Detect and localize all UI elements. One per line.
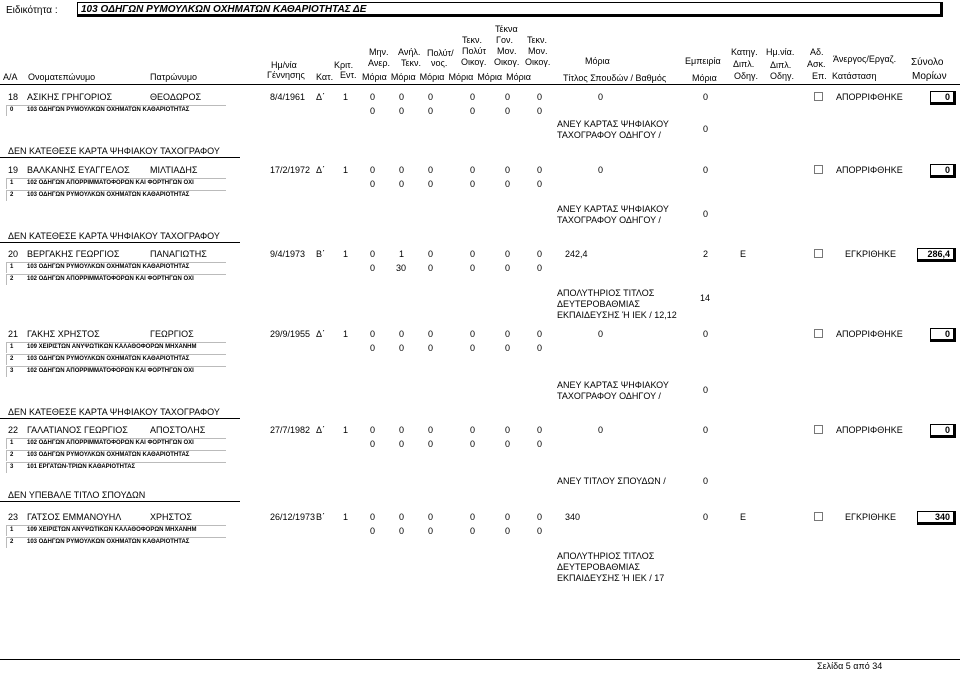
note-line-3: ΕΚΠΑΙΔΕΥΣΗΣ Ή ΙΕΚ / 17 bbox=[557, 573, 665, 583]
record-moria-1: 0 bbox=[370, 92, 376, 102]
note-value: 0 bbox=[703, 209, 709, 219]
record-moria-5: 0 bbox=[505, 165, 511, 175]
specialty-moria-4: 0 bbox=[470, 343, 476, 353]
record-moria-4: 0 bbox=[470, 165, 476, 175]
specialty-moria-3: 0 bbox=[428, 263, 434, 273]
specialty-order: 3 bbox=[10, 368, 14, 374]
record-name: ΓΑΤΣΟΣ ΕΜΜΑΝΟΥΗΛ bbox=[27, 512, 122, 522]
specialty-moria-4: 0 bbox=[470, 439, 476, 449]
specialty-order: 2 bbox=[10, 276, 14, 282]
unemployed-checkbox[interactable] bbox=[814, 512, 823, 521]
specialty-moria-1: 0 bbox=[370, 526, 376, 536]
record-moria-1: 0 bbox=[370, 165, 376, 175]
record-category: Δ΄ bbox=[316, 92, 326, 102]
specialty-moria-3: 0 bbox=[428, 106, 434, 116]
record-moria-3: 0 bbox=[428, 425, 434, 435]
record-moria-5: 0 bbox=[505, 249, 511, 259]
note-line-1: ΑΝΕΥ ΚΑΡΤΑΣ ΨΗΦΙΑΚΟΥ bbox=[557, 204, 669, 214]
record-moria-2: 1 bbox=[399, 249, 405, 259]
record-moria-5: 0 bbox=[505, 512, 511, 522]
moria-5: Μόρια bbox=[477, 72, 503, 82]
reason-underline bbox=[0, 242, 240, 243]
record-moria-3: 0 bbox=[428, 329, 434, 339]
col-emp-moria: Μόρια bbox=[692, 73, 717, 83]
record-dob: 29/9/1955 bbox=[270, 329, 311, 339]
specialty-moria-5: 0 bbox=[505, 526, 511, 536]
specialty-order: 1 bbox=[10, 440, 14, 446]
unemployed-checkbox[interactable] bbox=[814, 165, 823, 174]
col-tekna-1: Τέκνα bbox=[495, 24, 518, 34]
col-ad-3: Επ. bbox=[812, 71, 827, 81]
specialty-moria-6: 0 bbox=[537, 439, 543, 449]
col-hm-2: Διπλ. bbox=[770, 60, 792, 70]
specialty-order: 2 bbox=[10, 356, 14, 362]
record-total: 340 bbox=[917, 511, 956, 525]
record-aa: 21 bbox=[8, 329, 19, 339]
record-dob: 26/12/1973 bbox=[270, 512, 316, 522]
specialty-name: 109 ΧΕΙΡΙΣΤΩΝ ΑΝΥΨΩΤΙΚΩΝ ΚΑΛΑΘΟΦΟΡΩΝ ΜΗΧΑΝΗΜ bbox=[27, 344, 197, 350]
rejection-reason: ΔΕΝ ΚΑΤΕΘΕΣΕ ΚΑΡΤΑ ΨΗΦΙΑΚΟΥ ΤΑΧΟΓΡΑΦΟΥ bbox=[8, 146, 220, 156]
specialty-moria-6: 0 bbox=[537, 263, 543, 273]
record-moria-4: 0 bbox=[470, 249, 476, 259]
specialty-name: 103 ΟΔΗΓΩΝ ΡΥΜΟΥΛΚΩΝ ΟΧΗΜΑΤΩΝ ΚΑΘΑΡΙΟΤΗΤΑΣ bbox=[27, 107, 190, 113]
col-hm-3: Οδηγ. bbox=[770, 71, 795, 81]
moria-6: Μόρια bbox=[506, 72, 531, 82]
specialty-moria-1: 0 bbox=[370, 439, 376, 449]
record-title-score: 0 bbox=[598, 165, 604, 175]
reason-underline bbox=[0, 418, 240, 419]
moria-3: Μόρια bbox=[419, 72, 445, 82]
col-gon-4: Οικογ. bbox=[494, 57, 520, 67]
record-total: 0 bbox=[930, 424, 956, 438]
record-title-score: 0 bbox=[598, 425, 604, 435]
moria-4: Μόρια bbox=[448, 72, 474, 82]
col-gon-3: Μον. bbox=[497, 46, 517, 56]
specialty-label: Ειδικότητα : bbox=[6, 5, 58, 16]
record-father: ΘΕΟΔΩΡΟΣ bbox=[150, 92, 202, 102]
record-experience: 2 bbox=[703, 249, 709, 259]
specialty-order: 2 bbox=[10, 452, 14, 458]
record-moria-6: 0 bbox=[537, 329, 543, 339]
record-total: 0 bbox=[930, 164, 956, 178]
specialty-moria-6: 0 bbox=[537, 106, 543, 116]
record-moria-1: 0 bbox=[370, 425, 376, 435]
record-status: ΑΠΟΡΡΙΦΘΗΚΕ bbox=[836, 329, 903, 339]
col-kat-1: Κατηγ. bbox=[731, 47, 758, 57]
record-father: ΧΡΗΣΤΟΣ bbox=[150, 512, 192, 522]
col-katastasi: Κατάσταση bbox=[832, 71, 877, 81]
record-category: Β΄ bbox=[316, 512, 325, 522]
specialty-name: 103 ΟΔΗΓΩΝ ΡΥΜΟΥΛΚΩΝ ΟΧΗΜΑΤΩΝ ΚΑΘΑΡΙΟΤΗΤΑΣ bbox=[27, 264, 190, 270]
col-ad-1: Αδ. bbox=[810, 47, 824, 57]
record-ent: 1 bbox=[343, 512, 349, 522]
col-tekna-2: Πολύτ bbox=[462, 46, 487, 56]
record-moria-6: 0 bbox=[537, 425, 543, 435]
specialty-order: 1 bbox=[10, 344, 14, 350]
record-status: ΕΓΚΡΙΘΗΚΕ bbox=[845, 512, 896, 522]
moria-2: Μόρια bbox=[390, 72, 416, 82]
specialty-order: 1 bbox=[10, 180, 14, 186]
record-moria-3: 0 bbox=[428, 512, 434, 522]
specialty-order: 1 bbox=[10, 527, 14, 533]
note-line-2: ΔΕΥΤΕΡΟΒΑΘΜΙΑΣ bbox=[557, 562, 640, 572]
record-moria-5: 0 bbox=[505, 92, 511, 102]
reason-underline bbox=[0, 501, 240, 502]
specialty-moria-1: 0 bbox=[370, 106, 376, 116]
record-title-score: 340 bbox=[565, 512, 581, 522]
col-tekna-3: Οικογ. bbox=[461, 57, 487, 67]
col-empeiria: Εμπειρία bbox=[685, 56, 721, 66]
record-ent: 1 bbox=[343, 92, 349, 102]
record-moria-2: 0 bbox=[399, 512, 405, 522]
note-line-1: ΑΝΕΥ ΤΙΤΛΟΥ ΣΠΟΥΔΩΝ / bbox=[557, 476, 666, 486]
col-mon-2: Μον. bbox=[528, 46, 548, 56]
note-line-1: ΑΠΟΛΥΤΗΡΙΟΣ ΤΙΤΛΟΣ bbox=[557, 551, 655, 561]
record-moria-1: 0 bbox=[370, 512, 376, 522]
col-ad-2: Ασκ. bbox=[807, 59, 826, 69]
page-number: Σελίδα 5 από 34 bbox=[817, 661, 883, 671]
rejection-reason: ΔΕΝ ΥΠΕΒΑΛΕ ΤΙΤΛΟ ΣΠΟΥΔΩΝ bbox=[8, 490, 146, 500]
record-title-score: 242,4 bbox=[565, 249, 588, 259]
note-line-1: ΑΝΕΥ ΚΑΡΤΑΣ ΨΗΦΙΑΚΟΥ bbox=[557, 119, 669, 129]
specialty-moria-1: 0 bbox=[370, 263, 376, 273]
record-father: ΜΙΛΤΙΑΔΗΣ bbox=[150, 165, 198, 175]
specialty-moria-2: 0 bbox=[399, 106, 405, 116]
record-experience: 0 bbox=[703, 165, 709, 175]
record-moria-6: 0 bbox=[537, 512, 543, 522]
record-experience: 0 bbox=[703, 92, 709, 102]
record-aa: 18 bbox=[8, 92, 19, 102]
col-mhn-1: Μην. bbox=[369, 47, 389, 57]
specialty-moria-6: 0 bbox=[537, 526, 543, 536]
col-name: Ονοματεπώνυμο bbox=[28, 72, 96, 82]
unemployed-checkbox[interactable] bbox=[814, 249, 823, 258]
col-mhn-2: Ανερ. bbox=[368, 58, 390, 68]
rejection-reason: ΔΕΝ ΚΑΤΕΘΕΣΕ ΚΑΡΤΑ ΨΗΦΙΑΚΟΥ ΤΑΧΟΓΡΑΦΟΥ bbox=[8, 231, 220, 241]
specialty-name: 103 ΟΔΗΓΩΝ ΡΥΜΟΥΛΚΩΝ ΟΧΗΜΑΤΩΝ ΚΑΘΑΡΙΟΤΗΤΑΣ bbox=[27, 192, 190, 198]
rejection-reason: ΔΕΝ ΚΑΤΕΘΕΣΕ ΚΑΡΤΑ ΨΗΦΙΑΚΟΥ ΤΑΧΟΓΡΑΦΟΥ bbox=[8, 407, 220, 417]
record-name: ΒΕΡΓΑΚΗΣ ΓΕΩΡΓΙΟΣ bbox=[27, 249, 120, 259]
col-moria-sub bbox=[362, 72, 531, 82]
specialty-moria-1: 0 bbox=[370, 343, 376, 353]
reason-underline bbox=[0, 157, 240, 158]
col-krit-1: Κριτ. bbox=[334, 60, 354, 70]
specialty-moria-3: 0 bbox=[428, 526, 434, 536]
col-tekna-4: Τεκν. bbox=[462, 35, 483, 45]
record-ent: 1 bbox=[343, 425, 349, 435]
unemployed-checkbox[interactable] bbox=[814, 425, 823, 434]
record-aa: 19 bbox=[8, 165, 19, 175]
col-hm-1: Ημ.νία. bbox=[766, 47, 795, 57]
specialty-name: 103 ΟΔΗΓΩΝ ΡΥΜΟΥΛΚΩΝ ΟΧΗΜΑΤΩΝ ΚΑΘΑΡΙΟΤΗΤΑΣ bbox=[27, 356, 190, 362]
record-moria-2: 0 bbox=[399, 329, 405, 339]
specialty-moria-4: 0 bbox=[470, 526, 476, 536]
record-status: ΑΠΟΡΡΙΦΘΗΚΕ bbox=[836, 165, 903, 175]
record-driver-category: Ε bbox=[740, 512, 747, 522]
record-aa: 22 bbox=[8, 425, 19, 435]
col-kat-3: Οδηγ. bbox=[734, 71, 759, 81]
record-dob: 17/2/1972 bbox=[270, 165, 311, 175]
record-name: ΓΑΚΗΣ ΧΡΗΣΤΟΣ bbox=[27, 329, 100, 339]
col-ent: Εντ. bbox=[340, 70, 357, 80]
specialty-moria-2: 0 bbox=[399, 439, 405, 449]
col-father: Πατρώνυμο bbox=[150, 72, 198, 82]
specialty-name: 103 ΟΔΗΓΩΝ ΡΥΜΟΥΛΚΩΝ ΟΧΗΜΑΤΩΝ ΚΑΘΑΡΙΟΤΗΤΑΣ bbox=[27, 539, 190, 545]
col-synolo-2: Μορίων bbox=[912, 71, 947, 82]
specialty-moria-5: 0 bbox=[505, 343, 511, 353]
record-dob: 27/7/1982 bbox=[270, 425, 311, 435]
specialty-moria-1: 0 bbox=[370, 179, 376, 189]
record-moria-4: 0 bbox=[470, 425, 476, 435]
specialty-moria-4: 0 bbox=[470, 263, 476, 273]
record-ent: 1 bbox=[343, 249, 349, 259]
specialty-moria-5: 0 bbox=[505, 439, 511, 449]
specialty-name: 102 ΟΔΗΓΩΝ ΑΠΟΡΡΙΜΜΑΤΟΦΟΡΩΝ ΚΑΙ ΦΟΡΤΗΓΩΝ ΟΧΙ bbox=[27, 180, 194, 186]
footer-divider bbox=[0, 659, 960, 660]
specialty-name: 102 ΟΔΗΓΩΝ ΑΠΟΡΡΙΜΜΑΤΟΦΟΡΩΝ ΚΑΙ ΦΟΡΤΗΓΩΝ ΟΧΙ bbox=[27, 440, 194, 446]
moria-1: Μόρια bbox=[362, 72, 387, 82]
note-value: 0 bbox=[703, 476, 709, 486]
specialty-moria-5: 0 bbox=[505, 106, 511, 116]
record-father: ΓΕΩΡΓΙΟΣ bbox=[150, 329, 194, 339]
record-moria-6: 0 bbox=[537, 165, 543, 175]
col-synolo-1: Σύνολο bbox=[911, 57, 944, 68]
record-moria-2: 0 bbox=[399, 92, 405, 102]
record-total: 286,4 bbox=[917, 248, 956, 262]
record-moria-6: 0 bbox=[537, 92, 543, 102]
specialty-moria-6: 0 bbox=[537, 179, 543, 189]
specialty-name: 102 ΟΔΗΓΩΝ ΑΠΟΡΡΙΜΜΑΤΟΦΟΡΩΝ ΚΑΙ ΦΟΡΤΗΓΩΝ ΟΧΙ bbox=[27, 276, 194, 282]
record-experience: 0 bbox=[703, 425, 709, 435]
record-moria-2: 0 bbox=[399, 425, 405, 435]
note-line-3: ΕΚΠΑΙΔΕΥΣΗΣ Ή ΙΕΚ / 12,12 bbox=[557, 310, 677, 320]
record-father: ΑΠΟΣΤΟΛΗΣ bbox=[150, 425, 206, 435]
record-moria-4: 0 bbox=[470, 92, 476, 102]
record-moria-4: 0 bbox=[470, 512, 476, 522]
record-father: ΠΑΝΑΓΙΩΤΗΣ bbox=[150, 249, 207, 259]
specialty-moria-3: 0 bbox=[428, 179, 434, 189]
col-polyt-2: νος. bbox=[431, 58, 448, 68]
specialty-moria-3: 0 bbox=[428, 439, 434, 449]
header-divider bbox=[0, 84, 960, 85]
specialty-name: 103 ΟΔΗΓΩΝ ΡΥΜΟΥΛΚΩΝ ΟΧΗΜΑΤΩΝ ΚΑΘΑΡΙΟΤΗΤΑΣ bbox=[27, 452, 190, 458]
specialty-order: 2 bbox=[10, 192, 14, 198]
specialty-moria-3: 0 bbox=[428, 343, 434, 353]
col-mon-3: Οικογ. bbox=[525, 57, 551, 67]
note-line-2: ΔΕΥΤΕΡΟΒΑΘΜΙΑΣ bbox=[557, 299, 640, 309]
record-moria-1: 0 bbox=[370, 249, 376, 259]
unemployed-checkbox[interactable] bbox=[814, 329, 823, 338]
record-category: Δ΄ bbox=[316, 165, 326, 175]
specialty-moria-2: 0 bbox=[399, 179, 405, 189]
col-mon-1: Τεκν. bbox=[527, 35, 548, 45]
specialty-value: 103 ΟΔΗΓΩΝ ΡΥΜΟΥΛΚΩΝ ΟΧΗΜΑΤΩΝ ΚΑΘΑΡΙΟΤΗΤΑΣ ΔΕ bbox=[81, 4, 367, 15]
specialty-name: 102 ΟΔΗΓΩΝ ΑΠΟΡΡΙΜΜΑΤΟΦΟΡΩΝ ΚΑΙ ΦΟΡΤΗΓΩΝ ΟΧΙ bbox=[27, 368, 194, 374]
record-moria-4: 0 bbox=[470, 329, 476, 339]
col-gon-2: Γον. bbox=[496, 35, 513, 45]
record-experience: 0 bbox=[703, 512, 709, 522]
record-name: ΒΑΛΚΑΝΗΣ ΕΥΑΓΓΕΛΟΣ bbox=[27, 165, 130, 175]
specialty-name: 101 ΕΡΓΑΤΩΝ-ΤΡΙΩΝ ΚΑΘΑΡΙΟΤΗΤΑΣ bbox=[27, 464, 136, 470]
record-aa: 23 bbox=[8, 512, 19, 522]
col-anergos: Άνεργος/Εργαζ. bbox=[833, 54, 897, 64]
specialty-name: 109 ΧΕΙΡΙΣΤΩΝ ΑΝΥΨΩΤΙΚΩΝ ΚΑΛΑΘΟΦΟΡΩΝ ΜΗΧΑΝΗΜ bbox=[27, 527, 197, 533]
specialty-order: 1 bbox=[10, 264, 14, 270]
note-line-2: ΤΑΧΟΓΡΑΦΟΥ ΟΔΗΓΟΥ / bbox=[557, 130, 661, 140]
record-moria-2: 0 bbox=[399, 165, 405, 175]
note-line-1: ΑΝΕΥ ΚΑΡΤΑΣ ΨΗΦΙΑΚΟΥ bbox=[557, 380, 669, 390]
col-aa: Α/Α bbox=[3, 72, 18, 82]
unemployed-checkbox[interactable] bbox=[814, 92, 823, 101]
specialty-moria-2: 0 bbox=[399, 343, 405, 353]
record-name: ΓΑΛΑΤΙΑΝΟΣ ΓΕΩΡΓΙΟΣ bbox=[27, 425, 128, 435]
record-moria-5: 0 bbox=[505, 329, 511, 339]
record-moria-3: 0 bbox=[428, 92, 434, 102]
note-line-2: ΤΑΧΟΓΡΑΦΟΥ ΟΔΗΓΟΥ / bbox=[557, 391, 661, 401]
record-status: ΑΠΟΡΡΙΦΘΗΚΕ bbox=[836, 425, 903, 435]
note-value: 0 bbox=[703, 385, 709, 395]
note-line-1: ΑΠΟΛΥΤΗΡΙΟΣ ΤΙΤΛΟΣ bbox=[557, 288, 655, 298]
record-moria-3: 0 bbox=[428, 249, 434, 259]
record-title-score: 0 bbox=[598, 92, 604, 102]
record-moria-5: 0 bbox=[505, 425, 511, 435]
record-status: ΕΓΚΡΙΘΗΚΕ bbox=[845, 249, 896, 259]
note-value: 0 bbox=[703, 124, 709, 134]
specialty-moria-4: 0 bbox=[470, 106, 476, 116]
record-experience: 0 bbox=[703, 329, 709, 339]
col-moria-header: Μόρια bbox=[585, 56, 610, 66]
specialty-moria-2: 30 bbox=[396, 263, 407, 273]
specialty-order: 0 bbox=[10, 107, 14, 113]
record-dob: 8/4/1961 bbox=[270, 92, 306, 102]
specialty-moria-2: 0 bbox=[399, 526, 405, 536]
record-moria-1: 0 bbox=[370, 329, 376, 339]
col-anil-1: Ανήλ. bbox=[398, 47, 421, 57]
record-status: ΑΠΟΡΡΙΦΘΗΚΕ bbox=[836, 92, 903, 102]
col-dob-2: Γέννησης bbox=[267, 70, 305, 80]
record-category: Δ΄ bbox=[316, 425, 326, 435]
note-line-2: ΤΑΧΟΓΡΑΦΟΥ ΟΔΗΓΟΥ / bbox=[557, 215, 661, 225]
specialty-order: 3 bbox=[10, 464, 14, 470]
col-polyt-1: Πολύτ/ bbox=[427, 48, 454, 58]
col-kat-2: Διπλ. bbox=[733, 59, 755, 69]
record-moria-3: 0 bbox=[428, 165, 434, 175]
col-dob-1: Ημ/νία bbox=[271, 60, 297, 70]
specialty-moria-4: 0 bbox=[470, 179, 476, 189]
record-dob: 9/4/1973 bbox=[270, 249, 306, 259]
specialty-moria-5: 0 bbox=[505, 179, 511, 189]
col-titlos: Τίτλος Σπουδών / Βαθμός bbox=[563, 73, 667, 83]
record-aa: 20 bbox=[8, 249, 19, 259]
record-category: Δ΄ bbox=[316, 329, 326, 339]
record-driver-category: Ε bbox=[740, 249, 747, 259]
col-krit-2: Κατ. bbox=[316, 72, 334, 82]
specialty-moria-6: 0 bbox=[537, 343, 543, 353]
record-category: Β΄ bbox=[316, 249, 325, 259]
note-value: 14 bbox=[700, 293, 711, 303]
record-total: 0 bbox=[930, 91, 956, 105]
record-total: 0 bbox=[930, 328, 956, 342]
record-ent: 1 bbox=[343, 165, 349, 175]
col-anil-2: Τεκν. bbox=[401, 58, 422, 68]
specialty-order: 2 bbox=[10, 539, 14, 545]
record-title-score: 0 bbox=[598, 329, 604, 339]
record-name: ΑΣΙΚΗΣ ΓΡΗΓΟΡΙΟΣ bbox=[27, 92, 113, 102]
record-moria-6: 0 bbox=[537, 249, 543, 259]
specialty-moria-5: 0 bbox=[505, 263, 511, 273]
record-ent: 1 bbox=[343, 329, 349, 339]
